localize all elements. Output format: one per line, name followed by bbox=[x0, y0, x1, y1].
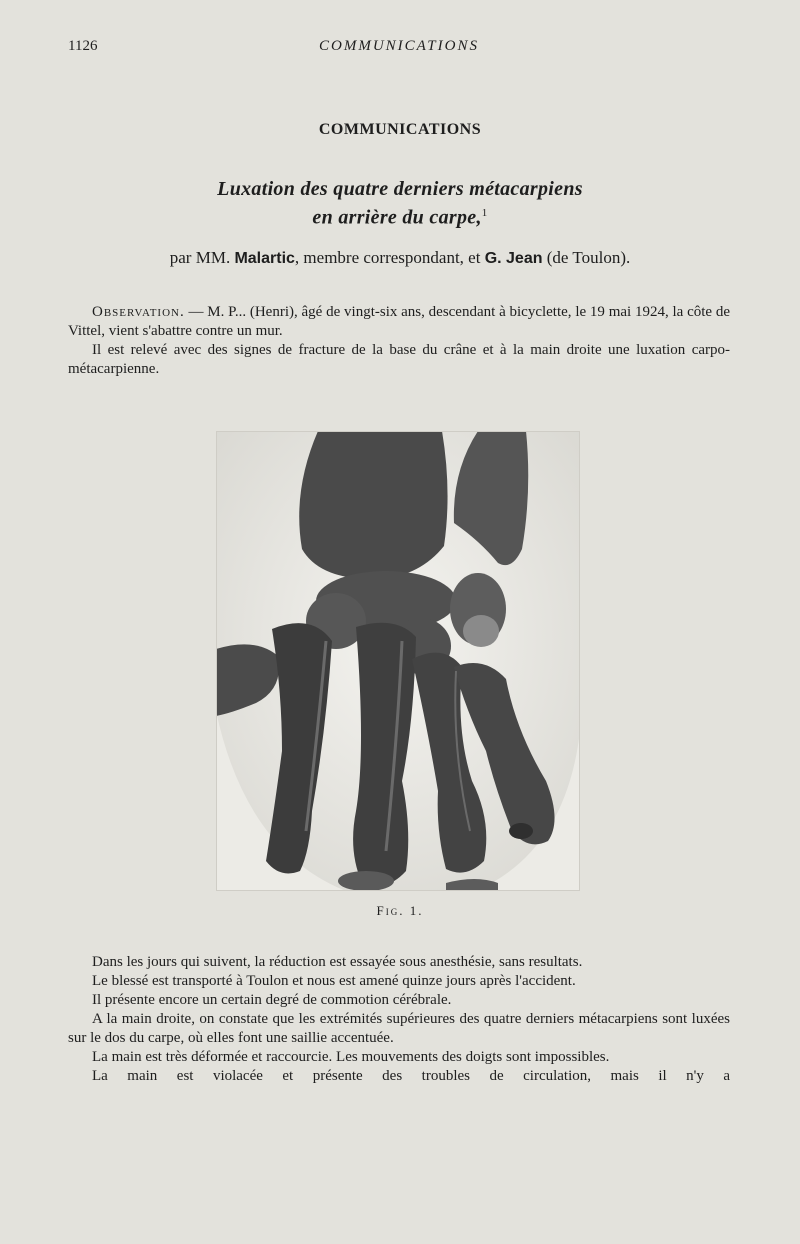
article-title bbox=[0, 177, 800, 230]
byline-suffix: (de Toulon). bbox=[546, 248, 631, 267]
paragraph-4: A la main droite, on constate que les extrémités supérieures des quatre derniers métacarpiens sont luxées sur le dos du carpe, où elles font une saillie accentuée. bbox=[68, 1011, 730, 1046]
article-title-line-2-text: en arrière du carpe, bbox=[312, 206, 482, 229]
paragraph-6: La main est violacée et présente des troubles de circulation, mais il n'y a bbox=[92, 1068, 730, 1084]
observation-text-1: — M. P... (Henri), âgé de vingt-six ans, descendant à bicyclette, le 19 mai 1924, la côte de Vittel, vient s'abattre contre un mur. bbox=[68, 304, 730, 339]
page-number: 1126 bbox=[68, 38, 98, 54]
paragraph-3: Il présente encore un certain degré de commotion cérébrale. bbox=[92, 992, 452, 1008]
author-jean: G. Jean bbox=[484, 250, 543, 267]
xray-hand-image bbox=[216, 431, 580, 891]
observation-label: Observation. bbox=[92, 304, 185, 320]
article-title-line-1: Luxation des quatre derniers métacarpiens bbox=[217, 178, 583, 200]
paragraph-1: Dans les jours qui suivent, la réduction est essayée sous anesthésie, sans resultats. bbox=[92, 954, 583, 970]
running-head bbox=[68, 38, 730, 58]
paragraph-5: La main est très déformée et raccourcie. Les mouvements des doigts sont impossibles. bbox=[92, 1049, 610, 1065]
section-heading: COMMUNICATIONS bbox=[318, 121, 482, 138]
xray-figure bbox=[216, 431, 580, 891]
observation-paragraph-1 bbox=[68, 303, 730, 341]
figure-caption: Fig. 1. bbox=[376, 903, 424, 918]
paragraph-2: Le blessé est transporté à Toulon et nous est amené quinze jours après l'accident. bbox=[92, 973, 576, 989]
case-description bbox=[68, 953, 730, 1086]
byline bbox=[66, 248, 734, 268]
running-title: COMMUNICATIONS bbox=[319, 38, 479, 54]
observation-section bbox=[68, 303, 730, 379]
byline-prefix: par MM. bbox=[169, 248, 231, 267]
observation-paragraph-2: Il est relevé avec des signes de fracture de la base du crâne et à la main droite une luxation carpo-métacarpienne. bbox=[68, 342, 730, 377]
article-title-line-2 bbox=[0, 201, 800, 230]
byline-middle: , membre correspondant, et bbox=[294, 248, 481, 267]
footnote-mark: 1 bbox=[481, 207, 488, 219]
author-malartic: Malartic bbox=[234, 250, 295, 267]
